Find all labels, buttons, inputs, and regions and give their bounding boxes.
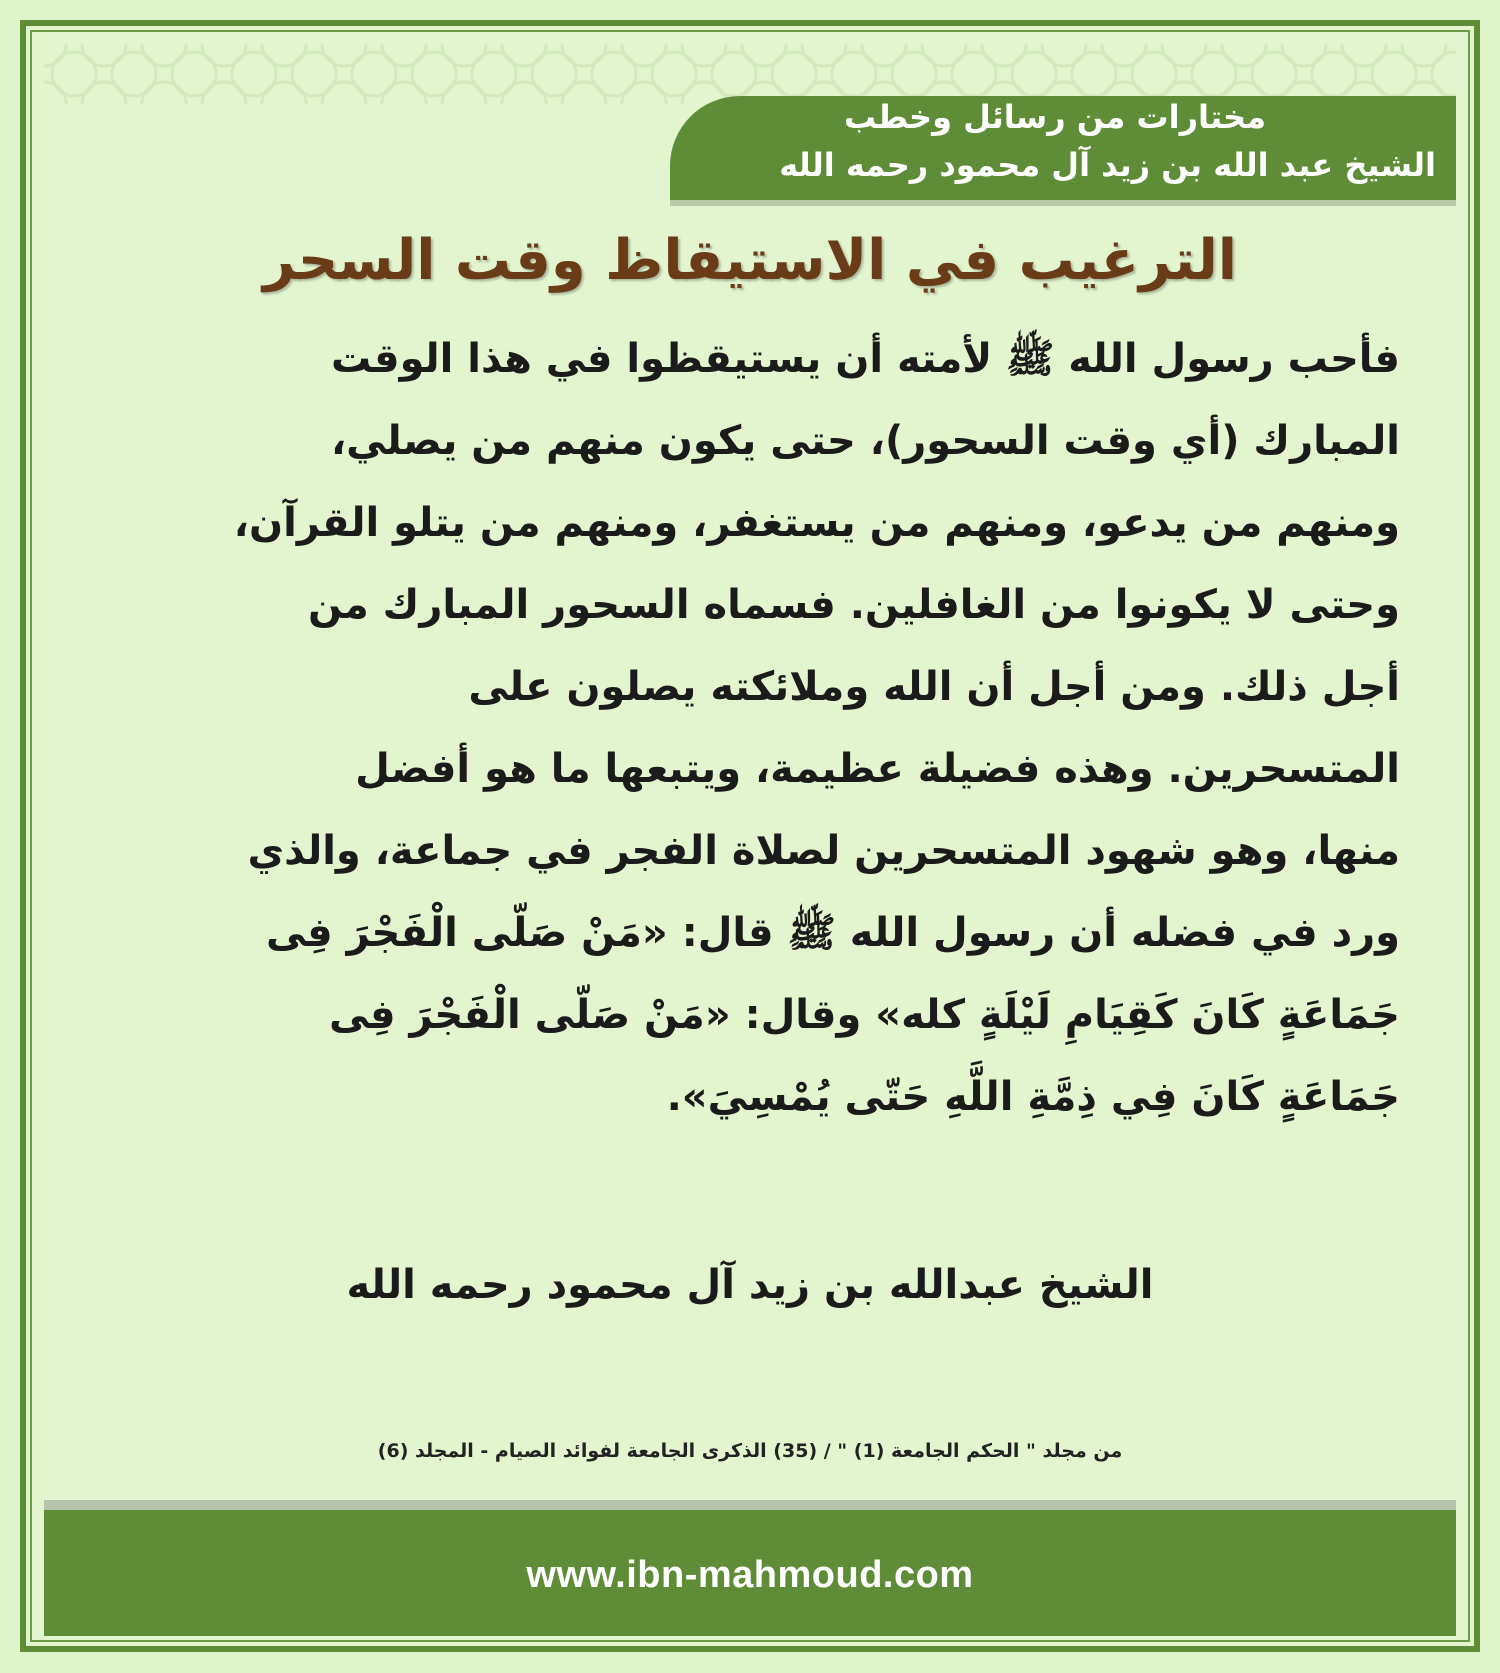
- body-line: وحتى لا يكونوا من الغافلين. فسماه السحور المبارك من: [307, 582, 1400, 628]
- author-signature: الشيخ عبدالله بن زيد آل محمود رحمه الله: [346, 1262, 1154, 1308]
- body-line: منها، وهو شهود المتسحرين لصلاة الفجر في جماعة، والذي: [247, 828, 1400, 874]
- body-line: جَمَاعَةٍ كَانَ كَقِيَامِ لَيْلَةٍ كله» وقال: «مَنْ صَلّى الْفَجْرَ فِى: [328, 992, 1400, 1038]
- website-link[interactable]: www.ibn-mahmoud.com: [526, 1554, 974, 1596]
- body-line: أجل ذلك. ومن أجل أن الله وملائكته يصلون على: [468, 664, 1400, 710]
- source-citation: من مجلد " الحكم الجامعة (1) " / (35) الذكرى الجامعة لفوائد الصيام - المجلد (6): [377, 1440, 1123, 1462]
- body-line: المتسحرين. وهذه فضيلة عظيمة، ويتبعها ما هو أفضل: [355, 746, 1400, 792]
- body-line: ورد في فضله أن رسول الله ﷺ قال: «مَنْ صَلّى الْفَجْرَ فِى: [266, 910, 1400, 956]
- body-line: جَمَاعَةٍ كَانَ فِي ذِمَّةِ اللَّهِ حَتّى يُمْسِيَ».: [666, 1074, 1400, 1120]
- header-band: [670, 96, 1456, 200]
- header-series-title: مختارات من رسائل وخطب: [843, 98, 1266, 136]
- body-line: ومنهم من يدعو، ومنهم من يستغفر، ومنهم من يتلو القرآن،: [233, 500, 1400, 546]
- decorative-pattern-icon: [44, 44, 1456, 104]
- page-title: الترغيب في الاستيقاظ وقت السحر: [263, 228, 1237, 293]
- body-line: فأحب رسول الله ﷺ لأمته أن يستيقظوا في هذا الوقت: [331, 336, 1400, 382]
- body-line: المبارك (أي وقت السحور)، حتى يكون منهم من يصلي،: [330, 418, 1400, 464]
- header-author-name: الشيخ عبد الله بن زيد آل محمود رحمه الله: [779, 146, 1436, 184]
- body-text: [140, 318, 1400, 1138]
